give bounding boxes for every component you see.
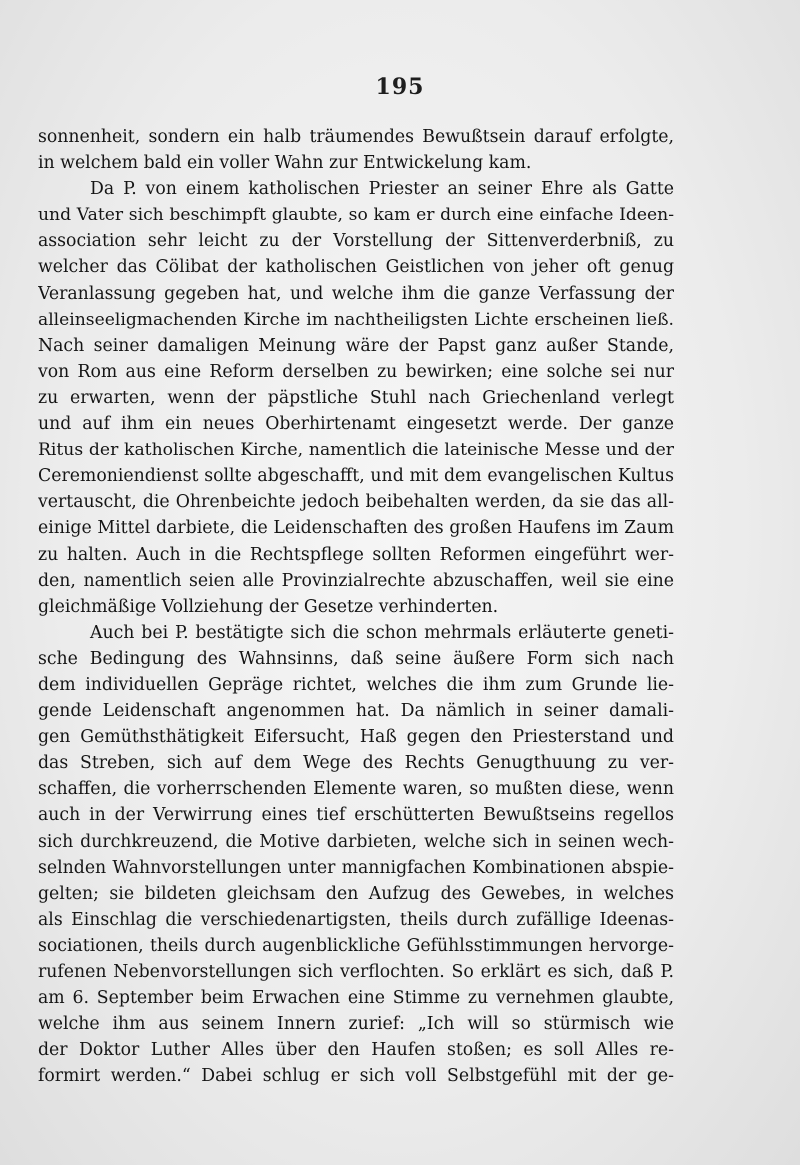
- text-line: Auch bei P. bestätigte sich die schon mehrmals erläuterte geneti-: [90, 622, 674, 643]
- text-line: alleinseeligmachenden Kirche im nachtheiligsten Lichte erscheinen ließ.: [38, 309, 674, 330]
- page-number: 195: [375, 74, 425, 100]
- text-line: formirt werden.“ Dabei schlug er sich voll Selbstgefühl mit der ge-: [38, 1066, 674, 1087]
- text-line: in welchem bald ein voller Wahn zur Entwickelung kam.: [38, 153, 532, 174]
- text-line: sociationen, theils durch augenblickliche Gefühlsstimmungen hervorge-: [38, 935, 674, 956]
- text-line: Ritus der katholischen Kirche, namentlich die lateinische Messe und der: [38, 440, 674, 461]
- text-line: selnden Wahnvorstellungen unter mannigfachen Kombinationen abspie-: [38, 857, 674, 878]
- text-line: als Einschlag die verschiedenartigsten, theils durch zufällige Ideenas-: [38, 909, 674, 930]
- text-line: gen Gemüthsthätigkeit Eifersucht, Haß gegen den Priesterstand und: [38, 727, 674, 748]
- text-line: von Rom aus eine Reform derselben zu bewirken; eine solche sei nur: [38, 361, 674, 382]
- text-line: welcher das Cölibat der katholischen Geistlichen von jeher oft genug: [38, 257, 674, 278]
- text-line: welche ihm aus seinem Innern zurief: „Ich will so stürmisch wie: [38, 1014, 674, 1035]
- text-line: sche Bedingung des Wahnsinns, daß seine äußere Form sich nach: [38, 648, 674, 669]
- text-line: vertauscht, die Ohrenbeichte jedoch beibehalten werden, da sie das all-: [38, 492, 674, 513]
- text-line: Nach seiner damaligen Meinung wäre der Papst ganz außer Stande,: [38, 335, 674, 356]
- text-line: schaffen, die vorherrschenden Elemente waren, so mußten diese, wenn: [38, 779, 674, 800]
- text-line: einige Mittel darbiete, die Leidenschaften des großen Haufens im Zaum: [38, 518, 674, 539]
- text-line: gleichmäßige Vollziehung der Gesetze verhinderten.: [38, 596, 499, 617]
- text-line: Da P. von einem katholischen Priester an seiner Ehre als Gatte: [90, 179, 674, 200]
- text-line: auch in der Verwirrung eines tief erschütterten Bewußtseins regellos: [38, 805, 674, 826]
- text-line: gelten; sie bildeten gleichsam den Aufzug des Gewebes, in welches: [38, 883, 674, 904]
- body-text: [38, 124, 674, 1089]
- text-line: sonnenheit, sondern ein halb träumendes Bewußtsein darauf erfolgte,: [38, 127, 674, 147]
- text-line: der Doktor Luther Alles über den Haufen stoßen; es soll Alles re-: [38, 1040, 674, 1061]
- text-line: am 6. September beim Erwachen eine Stimme zu vernehmen glaubte,: [38, 988, 674, 1009]
- text-line: dem individuellen Gepräge richtet, welches die ihm zum Grunde lie-: [38, 674, 674, 695]
- text-line: den, namentlich seien alle Provinzialrechte abzuschaffen, weil sie eine: [38, 570, 674, 591]
- text-line: gende Leidenschaft angenommen hat. Da nämlich in seiner damali-: [38, 701, 674, 722]
- text-line: und Vater sich beschimpft glaubte, so kam er durch eine einfache Ideen-: [38, 205, 674, 226]
- text-line: zu halten. Auch in die Rechtspflege sollten Reformen eingeführt wer-: [38, 544, 674, 565]
- text-line: rufenen Nebenvorstellungen sich verflochten. So erklärt es sich, daß P.: [38, 962, 674, 982]
- text-line: und auf ihm ein neues Oberhirtenamt eingesetzt werde. Der ganze: [38, 414, 674, 435]
- text-line: Ceremoniendienst sollte abgeschafft, und mit dem evangelischen Kultus: [38, 466, 674, 487]
- text-line: sich durchkreuzend, die Motive darbieten, welche sich in seinen wech-: [38, 831, 674, 852]
- text-line: association sehr leicht zu der Vorstellung der Sittenverderbniß, zu: [38, 231, 674, 252]
- text-line: Veranlassung gegeben hat, und welche ihm die ganze Verfassung der: [38, 283, 674, 304]
- text-line: zu erwarten, wenn der päpstliche Stuhl nach Griechenland verlegt: [38, 387, 674, 408]
- text-line: das Streben, sich auf dem Wege des Rechts Genugthuung zu ver-: [38, 753, 674, 774]
